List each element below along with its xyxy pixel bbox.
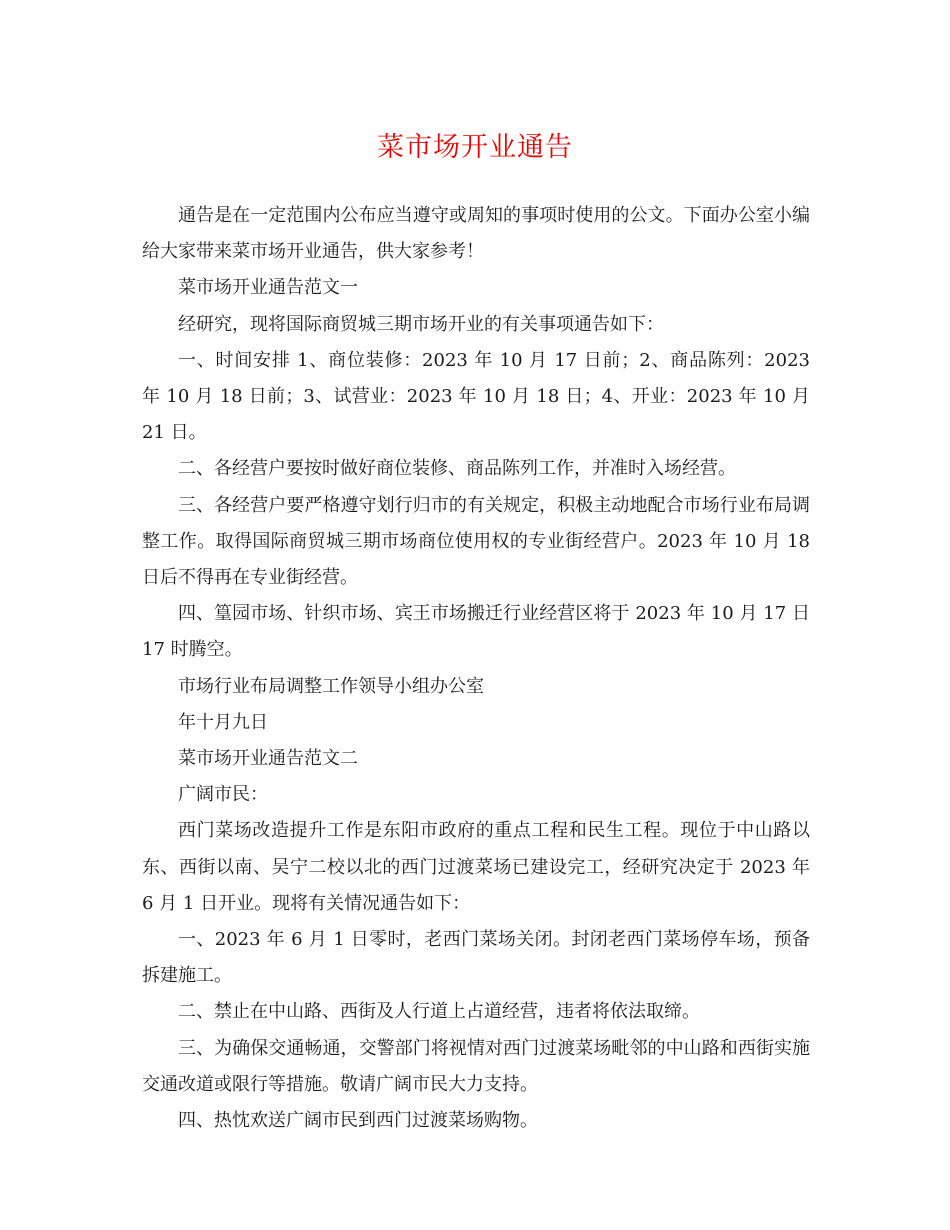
paragraph: 经研究，现将国际商贸城三期市场开业的有关事项通告如下： — [178, 313, 664, 335]
paragraph-intro: 通告是在一定范围内公布应当遵守或周知的事项时使用的公文。下面办公室小编给大家带来菜市场开业通告，供大家参考！ — [142, 205, 810, 263]
paragraph-signature-office: 市场行业布局调整工作领导小组办公室 — [178, 675, 484, 697]
paragraph-heading-sample-one: 菜市场开业通告范文一 — [178, 277, 358, 299]
document-body — [142, 198, 810, 1139]
paragraph: 三、为确保交通畅通，交警部门将视情对西门过渡菜场毗邻的中山路和西街实施交通改道或限行等措施。敬请广阔市民大力支持。 — [142, 1037, 810, 1095]
paragraph: 四、篁园市场、针织市场、宾王市场搬迁行业经营区将于 2023 年 10 月 17 日 17 时腾空。 — [142, 603, 810, 661]
paragraph: 二、各经营户要按时做好商位装修、商品陈列工作，并准时入场经营。 — [178, 458, 736, 480]
paragraph-signature-date: 年十月九日 — [178, 711, 268, 733]
paragraph-salutation: 广阔市民： — [178, 784, 268, 806]
paragraph: 西门菜场改造提升工作是东阳市政府的重点工程和民生工程。现位于中山路以东、西街以南、吴宁二校以北的西门过渡菜场已建设完工，经研究决定于 2023 年 6 月 1 日开业。现将有关情况通告如下： — [142, 820, 810, 914]
paragraph: 四、热忱欢送广阔市民到西门过渡菜场购物。 — [178, 1110, 538, 1132]
paragraph: 三、各经营户要严格遵守划行归市的有关规定，积极主动地配合市场行业布局调整工作。取得国际商贸城三期市场商位使用权的专业街经营户。2023 年 10 月 18 日后不得再在专业街经营。 — [142, 494, 810, 589]
paragraph: 一、时间安排 1、商位装修：2023 年 10 月 17 日前；2、商品陈列：2023 年 10 月 18 日前；3、试营业：2023 年 10 月 18 日；4、开业：2023 年 10 月 21 日。 — [142, 349, 810, 444]
paragraph: 二、禁止在中山路、西街及人行道上占道经营，违者将依法取缔。 — [178, 1001, 700, 1023]
document-title: 菜市场开业通告 — [377, 132, 573, 163]
paragraph-heading-sample-two: 菜市场开业通告范文二 — [178, 748, 358, 770]
paragraph: 一、2023 年 6 月 1 日零时，老西门菜场关闭。封闭老西门菜场停车场，预备拆建施工。 — [142, 929, 810, 987]
